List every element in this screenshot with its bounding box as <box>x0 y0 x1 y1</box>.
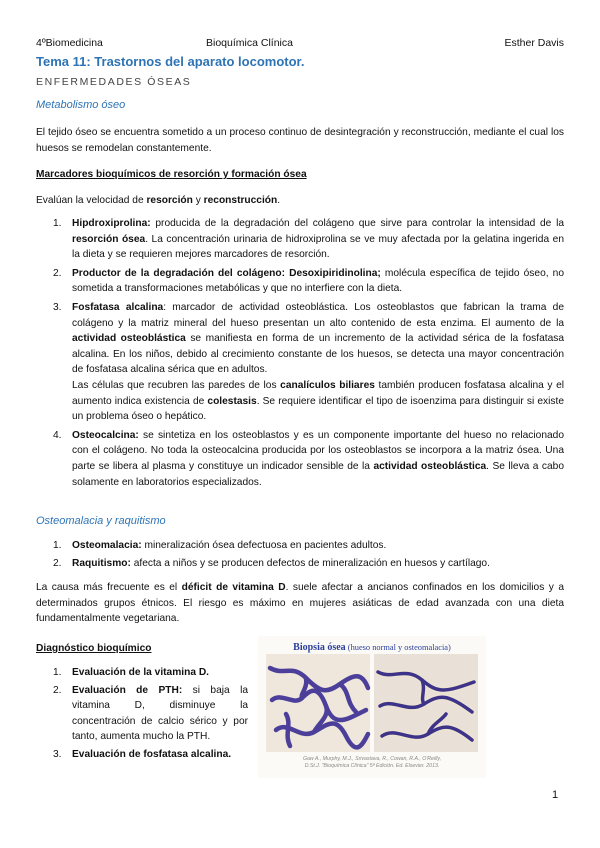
section-heading-diagnostico: Diagnóstico bioquímico <box>36 643 152 654</box>
header-subject: Bioquímica Clínica <box>206 37 293 49</box>
header-author: Esther Davis <box>504 37 564 49</box>
biopsy-micrographs <box>266 654 478 752</box>
section-heading-osteomalacia: Osteomalacia y raquitismo <box>36 515 166 527</box>
header-course: 4ºBiomedicina <box>36 37 103 49</box>
figure-title: Biopsia ósea (hueso normal y osteomalacia) <box>293 642 451 653</box>
bone-biopsy-figure <box>258 636 486 778</box>
page-title: Tema 11: Trastornos del aparato locomotor. <box>36 54 305 69</box>
list-item: 1. Osteomalacia: mineralización ósea defectuosa en pacientes adultos. <box>53 540 387 551</box>
list-item: 4. Osteocalcina: se sintetiza en los osteoblastos y es un componente importante del hueso no relacionado con el colágeno. No toda la osteocalcina producida por los osteoblastos se incorpora a la matriz ósea. Una parte se libera al plasma y constituye un indicador sensible de la actividad osteoblástica. Se lleva a cabo solamente en laboratorios especializados. <box>53 429 565 488</box>
section-heading-metabolismo: Metabolismo óseo <box>36 99 126 111</box>
list-item-continuation: Las células que recubren las paredes de los canalículos biliares también producen fosfatasa alcalina y el aumento indica existencia de colestasis. Se requiere identificar el tipo de isoenzima para distinguir si existe un problema óseo o hepático. <box>72 379 565 423</box>
list-item: 2. Evaluación de PTH: si baja la vitamina D, disminuye la concentración de calcio sérico y por tanto, aumenta mucho la PTH. <box>53 684 248 743</box>
page-subtitle: ENFERMEDADES ÓSEAS <box>36 76 192 88</box>
paragraph-marcadores-intro: Evalúan la velocidad de resorción y reconstrucción. <box>36 195 281 206</box>
list-item: 2. Productor de la degradación del colágeno: Desoxipiridinolina; molécula específica de tejido óseo, no sometida a transformaciones metabólicas y que no interfiere con la dieta. <box>53 267 564 295</box>
list-osteomalacia <box>36 538 564 571</box>
page-number: 1 <box>552 789 559 801</box>
section-heading-marcadores: Marcadores bioquímicos de resorción y formación ósea <box>36 169 307 180</box>
paragraph-vitamina-d: La causa más frecuente es el déficit de vitamina D. suele afectar a ancianos confinados en los domicilios y a determinados grupos étnicos. El riesgo es máximo en mujeres asiáticas de edad avanzada con una dieta fundamentalmente vegetariana. <box>36 582 564 625</box>
list-item: 1. Hipdroxiprolina: producida de la degradación del colágeno que sirve para controlar la intensidad de la resorción ósea. La concentración urinaria de hidroxiprolina se ve muy afectada por la gelatina ingerida en la dieta y se requieren mejores marcadores de resorción. <box>53 218 564 261</box>
list-marcadores <box>36 216 564 490</box>
list-item: 2. Raquitismo: afecta a niños y se producen defectos de mineralización en huesos y cartílago. <box>53 557 490 569</box>
list-diagnostico <box>36 665 248 763</box>
list-item: 3. Fosfatasa alcalina: marcador de actividad osteoblástica. Los osteoblastos que fabrican la trama de colágeno y la matriz mineral del hueso presentan un alto contenido de esta enzima. El aumento de la actividad osteoblástica se manifiesta en forma de un incremento de la actividad sérica de la fosfatasa alcalina. En los niños, debido al crecimiento constante de los huesos, se detecta una mayor concentración de fosfatasa alcalina sérica que en adultos. Las células que recubren las paredes de los canalículos biliares también producen fosfatasa alcalina y el aumento indica existencia de colestasis. Se requiere identificar el tipo de isoenzima para distinguir si existe un problema óseo o hepático. <box>36 300 564 425</box>
list-item: 1. Evaluación de la vitamina D. <box>53 667 210 678</box>
figure-caption: Gaw A., Murphy, M.J., Srivastava, R., Cowan, R.A., O'Reilly, D.St.J. "Bioquímica Clínica" 5ª Edición. Ed. Elsevier. 2013. <box>302 756 442 769</box>
page-header <box>36 36 564 50</box>
paragraph-metabolismo: El tejido óseo se encuentra sometido a un proceso continuo de desintegración y reconstrucción, mediante el cual los huesos se remodelan constantemente. <box>36 127 564 154</box>
list-item: 3. Evaluación de fosfatasa alcalina. <box>53 748 232 760</box>
